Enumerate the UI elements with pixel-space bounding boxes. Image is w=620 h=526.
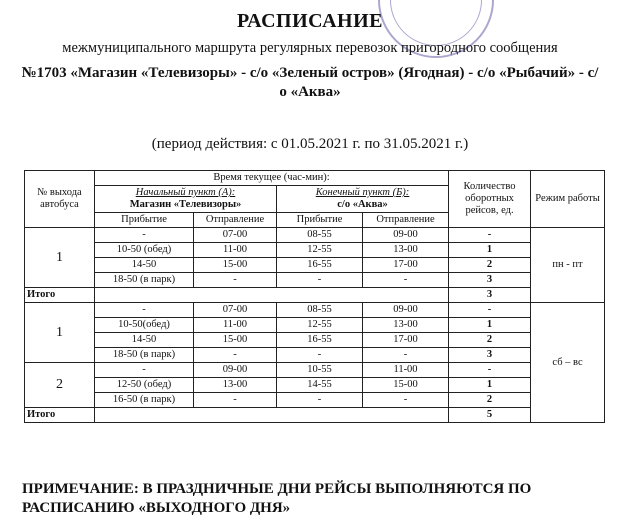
departure-a: 11-00 bbox=[194, 243, 277, 258]
total-label: Итого bbox=[25, 288, 95, 303]
arrival-a: 10-50(обед) bbox=[95, 318, 194, 333]
table-row bbox=[25, 393, 605, 408]
total-label: Итого bbox=[25, 408, 95, 423]
arrival-b: 16-55 bbox=[277, 333, 363, 348]
bus-number: 2 bbox=[25, 363, 95, 408]
arrival-b: - bbox=[277, 348, 363, 363]
arrival-a: - bbox=[95, 303, 194, 318]
arrival-b: 08-55 bbox=[277, 303, 363, 318]
header-trip-count: Количество оборотных рейсов, ед. bbox=[449, 171, 531, 228]
trip-count: 2 bbox=[449, 258, 531, 273]
trip-count: 2 bbox=[449, 393, 531, 408]
departure-b: 13-00 bbox=[363, 318, 449, 333]
trip-count: 3 bbox=[449, 273, 531, 288]
departure-b: 09-00 bbox=[363, 303, 449, 318]
mode-weekday: пн - пт bbox=[531, 228, 605, 303]
schedule-table bbox=[24, 170, 605, 423]
arrival-a: 10-50 (обед) bbox=[95, 243, 194, 258]
total-row bbox=[25, 288, 605, 303]
arrival-a: 14-50 bbox=[95, 333, 194, 348]
header-bus-number: № выхода автобуса bbox=[25, 171, 95, 228]
trip-count: - bbox=[449, 303, 531, 318]
trip-count: 1 bbox=[449, 243, 531, 258]
header-arrival-b: Прибытие bbox=[277, 213, 363, 228]
departure-b: 09-00 bbox=[363, 228, 449, 243]
trip-count: 2 bbox=[449, 333, 531, 348]
total-spacer bbox=[95, 408, 449, 423]
header-time: Время текущее (час-мин): bbox=[95, 171, 449, 186]
header-mode: Режим работы bbox=[531, 171, 605, 228]
arrival-b: - bbox=[277, 393, 363, 408]
arrival-a: 14-50 bbox=[95, 258, 194, 273]
holiday-note: ПРИМЕЧАНИЕ: В ПРАЗДНИЧНЫЕ ДНИ РЕЙСЫ ВЫПОЛНЯЮТСЯ ПО РАСПИСАНИЮ «ВЫХОДНОГО ДНЯ» bbox=[22, 481, 532, 516]
bus-number: 1 bbox=[25, 228, 95, 288]
departure-b: - bbox=[363, 393, 449, 408]
header-end-point bbox=[277, 186, 449, 213]
header-arrival-a: Прибытие bbox=[95, 213, 194, 228]
departure-a: 11-00 bbox=[194, 318, 277, 333]
total-value: 5 bbox=[449, 408, 531, 423]
table-row bbox=[25, 228, 605, 243]
table-row bbox=[25, 318, 605, 333]
arrival-a: - bbox=[95, 363, 194, 378]
trip-count: 1 bbox=[449, 378, 531, 393]
departure-a: 15-00 bbox=[194, 258, 277, 273]
total-value: 3 bbox=[449, 288, 531, 303]
bus-number: 1 bbox=[25, 303, 95, 363]
total-spacer bbox=[95, 288, 449, 303]
table-row bbox=[25, 273, 605, 288]
arrival-a: 16-50 (в парк) bbox=[95, 393, 194, 408]
arrival-a: 18-50 (в парк) bbox=[95, 273, 194, 288]
departure-a: - bbox=[194, 393, 277, 408]
departure-b: 17-00 bbox=[363, 333, 449, 348]
header-departure-a: Отправление bbox=[194, 213, 277, 228]
header-departure-b: Отправление bbox=[363, 213, 449, 228]
arrival-a: - bbox=[95, 228, 194, 243]
table-row bbox=[25, 363, 605, 378]
departure-b: 13-00 bbox=[363, 243, 449, 258]
header-start-point bbox=[95, 186, 277, 213]
departure-a: 15-00 bbox=[194, 333, 277, 348]
departure-a: 09-00 bbox=[194, 363, 277, 378]
departure-a: - bbox=[194, 273, 277, 288]
trip-count: 3 bbox=[449, 348, 531, 363]
arrival-a: 12-50 (обед) bbox=[95, 378, 194, 393]
arrival-a: 18-50 (в парк) bbox=[95, 348, 194, 363]
departure-a: 13-00 bbox=[194, 378, 277, 393]
end-point-name: с/о «Аква» bbox=[337, 199, 388, 210]
departure-b: - bbox=[363, 348, 449, 363]
table-row bbox=[25, 243, 605, 258]
validity-period: (период действия: с 01.05.2021 г. по 31.05.2021 г.) bbox=[151, 136, 469, 152]
table-row bbox=[25, 303, 605, 318]
departure-b: 11-00 bbox=[363, 363, 449, 378]
table-row bbox=[25, 348, 605, 363]
total-row bbox=[25, 408, 605, 423]
route-name: №1703 «Магазин «Телевизоры» - с/о «Зеленый остров» (Ягодная) - с/о «Рыбачий» - с/о «Аква» bbox=[21, 65, 599, 100]
arrival-b: 12-55 bbox=[277, 243, 363, 258]
arrival-b: 08-55 bbox=[277, 228, 363, 243]
departure-b: 17-00 bbox=[363, 258, 449, 273]
arrival-b: - bbox=[277, 273, 363, 288]
end-point-label: Конечный пункт (Б): bbox=[315, 187, 410, 198]
page-title: РАСПИСАНИЕ bbox=[236, 10, 383, 32]
mode-weekend: сб – вс bbox=[531, 303, 605, 423]
trip-count: - bbox=[449, 228, 531, 243]
departure-a: 07-00 bbox=[194, 303, 277, 318]
page-subtitle: межмуниципального маршрута регулярных перевозок пригородного сообщения bbox=[62, 40, 558, 56]
start-point-name: Магазин «Телевизоры» bbox=[129, 199, 242, 210]
departure-a: - bbox=[194, 348, 277, 363]
arrival-b: 16-55 bbox=[277, 258, 363, 273]
trip-count: - bbox=[449, 363, 531, 378]
trip-count: 1 bbox=[449, 318, 531, 333]
table-row bbox=[25, 258, 605, 273]
start-point-label: Начальный пункт (А): bbox=[135, 187, 236, 198]
arrival-b: 12-55 bbox=[277, 318, 363, 333]
departure-b: - bbox=[363, 273, 449, 288]
departure-a: 07-00 bbox=[194, 228, 277, 243]
table-row bbox=[25, 378, 605, 393]
departure-b: 15-00 bbox=[363, 378, 449, 393]
arrival-b: 10-55 bbox=[277, 363, 363, 378]
arrival-b: 14-55 bbox=[277, 378, 363, 393]
table-row bbox=[25, 333, 605, 348]
